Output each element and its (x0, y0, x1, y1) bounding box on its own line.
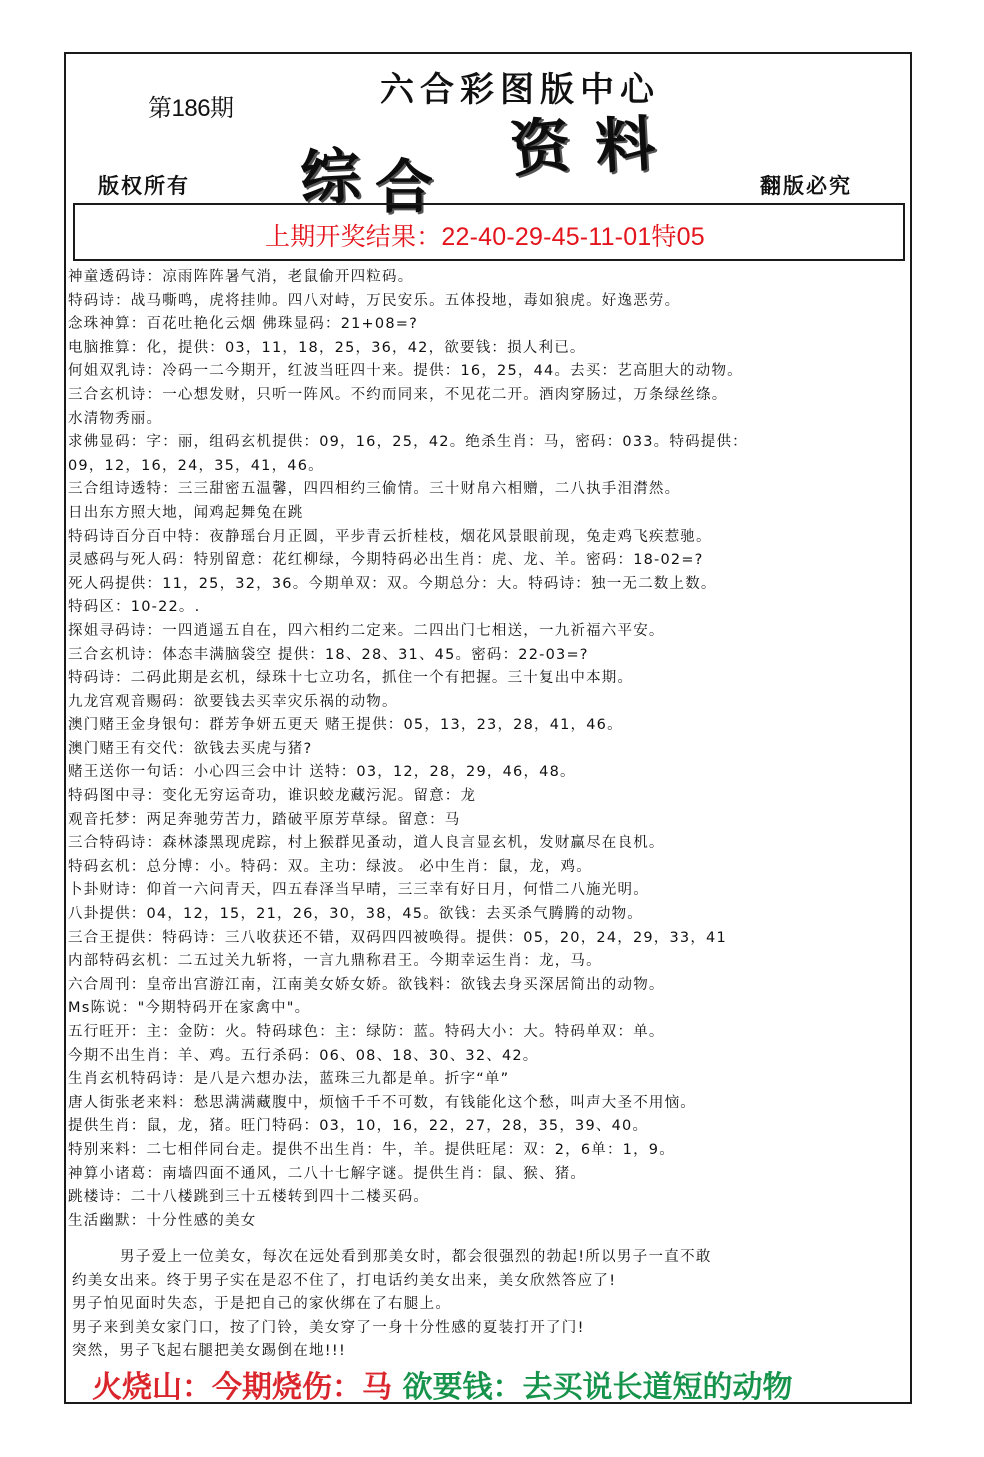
text-line: 三合组诗透特：三三甜密五温馨，四四相约三偷情。三十财帛六相赠，二八执手泪潸然。 (68, 481, 681, 498)
text-line: 09，12，16，24，35，41，46。 (68, 457, 324, 474)
copyright-right: 翻版必究 (760, 173, 852, 198)
story-line: 男子来到美女家门口，按了门铃，美女穿了一身十分性感的夏装打开了门! (72, 1319, 585, 1336)
text-line: 三合玄机诗：体态丰满脑袋空 提供：18、28、31、45。密码：22-03=? (68, 646, 589, 663)
text-line: Ms陈说："今期特码开在家禽中"。 (68, 1000, 311, 1017)
text-line: 六合周刊：皇帝出宫游江南，江南美女娇女娇。欲钱料：欲钱去身买深居简出的动物。 (68, 976, 665, 993)
text-line: 求佛显码：字：丽，组码玄机提供：09，16，25，42。绝杀生肖：马，密码：033。特码提供： (68, 434, 748, 451)
text-line: 神算小诸葛：南墙四面不通风，二八十七解字谜。提供生肖：鼠、猴、猪。 (68, 1165, 587, 1182)
text-line: 神童透码诗：凉雨阵阵暑气消，老鼠偷开四粒码。 (68, 269, 414, 285)
text-line: 特别来料：二七相伴同台走。提供不出生肖：牛，羊。提供旺尾：双：2，6单：1，9。 (68, 1141, 675, 1158)
text-line: 日出东方照大地，闻鸡起舞兔在跳 (68, 504, 304, 521)
footer-green-text: 欲要钱：去买说长道短的动物 (392, 1370, 793, 1405)
text-line: 提供生肖：鼠，龙，猪。旺门特码：03，10，16，22，27，28，35，39、40。 (68, 1118, 649, 1135)
text-line: 特码诗：二码此期是玄机，绿珠十七立功名，抓住一个有把握。三十复出中本期。 (68, 670, 634, 687)
issue-number: 第186期 (148, 95, 234, 122)
text-line: 观音托梦：两足奔驰劳苦力，踏破平原芳草绿。留意：马 (68, 811, 461, 828)
text-line: 五行旺开：主：金防：火。特码球色：主：绿防：蓝。特码大小：大。特码单双：单。 (68, 1024, 665, 1040)
big-title-char-3: 资 (507, 110, 575, 186)
story-line: 男子爱上一位美女，每次在远处看到那美女时，都会很强烈的勃起!所以男子一直不敢 (120, 1249, 712, 1265)
story-line: 男子怕见面时失态，于是把自己的家伙绑在了右腿上。 (72, 1296, 452, 1313)
text-line: 灵感码与死人码：特别留意：花红柳绿，今期特码必出生肖：虎、龙、羊。密码：18-02=? (68, 552, 704, 569)
text-line: 三合王提供：特码诗：三八收获还不错，双码四四被唤得。提供：05，20，24，29，33，41 (68, 929, 727, 946)
text-line: 八卦提供：04，12，15，21，26，30，38，45。欲钱：去买杀气腾腾的动物。 (68, 906, 644, 923)
text-line: 卜卦财诗：仰首一六问青天，四五春泽当早晴，三三幸有好日月，何惜二八施光明。 (68, 882, 649, 899)
big-title-char-2: 合 (375, 153, 434, 221)
text-line: 唐人街张老来料：愁思满满藏腹中，烦恼千千不可数，有钱能化这个愁，叫声大圣不用恼。 (68, 1094, 696, 1111)
text-line: 特码图中寻：变化无穷运奇功，谁识蛟龙藏污泥。留意：龙 (68, 788, 477, 805)
text-line: 今期不出生肖：羊、鸡。五行杀码：06、08、18、30、32、42。 (68, 1047, 539, 1064)
text-line: 探姐寻码诗：一四逍遥五自在，四六相约二定来。二四出门七相送，一九祈福六平安。 (68, 622, 665, 639)
story-line: 约美女出来。终于男子实在是忍不住了，打电话约美女出来，美女欣然答应了! (72, 1272, 617, 1289)
text-line: 三合特码诗：森林漆黑现虎踪，村上猴群见蚤动，道人良言显玄机，发财赢尽在良机。 (68, 835, 665, 852)
text-line: 电脑推算：化，提供：03，11，18，25，36，42，欲要钱：损人利已。 (68, 339, 586, 356)
text-line: 特码区：10-22。. (68, 599, 201, 616)
text-line: 死人码提供：11，25，32，36。今期单双：双。今期总分：大。特码诗：独一无二数上数。 (68, 575, 717, 592)
footer-red-text: 火烧山：今期烧伤：马 (92, 1370, 392, 1405)
text-line: 特码诗：战马嘶鸣，虎将挂帅。四八对峙，万民安乐。五体投地，毒如狼虎。好逸恶劳。 (68, 292, 681, 309)
text-line: 内部特码玄机：二五过关九斩将，一言九鼎称君王。今期幸运生肖：龙，马。 (68, 953, 602, 970)
text-line: 特码诗百分百中特：夜静瑶台月正圆，平步青云折桂枝，烟花风景眼前现，兔走鸡飞疾惹驰。 (68, 528, 712, 545)
big-title-char-4: 料 (593, 109, 658, 183)
center-title: 六合彩图版中心 (380, 70, 660, 110)
text-line: 何姐双乳诗：冷码一二今期开，红波当旺四十来。提供：16，25，44。去买：艺高胆大的动物。 (68, 363, 743, 380)
content-lines (68, 266, 908, 1233)
text-line: 三合玄机诗：一心想发财，只听一阵风。不约而同来，不见花二开。酒肉穿肠过，万条绿丝绦。 (68, 386, 728, 403)
big-title-char-1: 综 (298, 141, 363, 215)
text-line: 水清物秀丽。 (68, 410, 163, 427)
last-result-text: 上期开奖结果：22-40-29-45-11-01特05 (265, 223, 705, 251)
last-result-box (73, 203, 905, 261)
text-line: 跳楼诗：二十八楼跳到三十五楼转到四十二楼买码。 (68, 1189, 430, 1206)
humor-story (72, 1246, 912, 1364)
text-line: 九龙宫观音赐码：欲要钱去买幸灾乐祸的动物。 (68, 693, 398, 710)
text-line: 生活幽默：十分性感的美女 (68, 1212, 257, 1229)
text-line: 生肖玄机特码诗：是八是六想办法，蓝珠三九都是单。折字“单” (68, 1071, 510, 1088)
story-line: 突然，男子飞起右腿把美女踢倒在地!!! (72, 1343, 347, 1360)
text-line: 澳门赌王有交代：欲钱去买虎与猪? (68, 740, 313, 757)
text-line: 特码玄机：总分博：小。特码：双。主功：绿波。 必中生肖：鼠，龙，鸡。 (68, 858, 592, 875)
text-line: 赌王送你一句话：小心四三会中计 送特：03，12，28，29，46，48。 (68, 764, 576, 781)
footer-banner (92, 1362, 792, 1406)
text-line: 澳门赌王金身银句：群芳争妍五更天 赌王提供：05，13，23，28，41，46。 (68, 717, 623, 734)
copyright-left: 版权所有 (98, 173, 190, 198)
text-line: 念珠神算：百花吐艳化云烟 佛珠显码：21+08=? (68, 316, 419, 333)
